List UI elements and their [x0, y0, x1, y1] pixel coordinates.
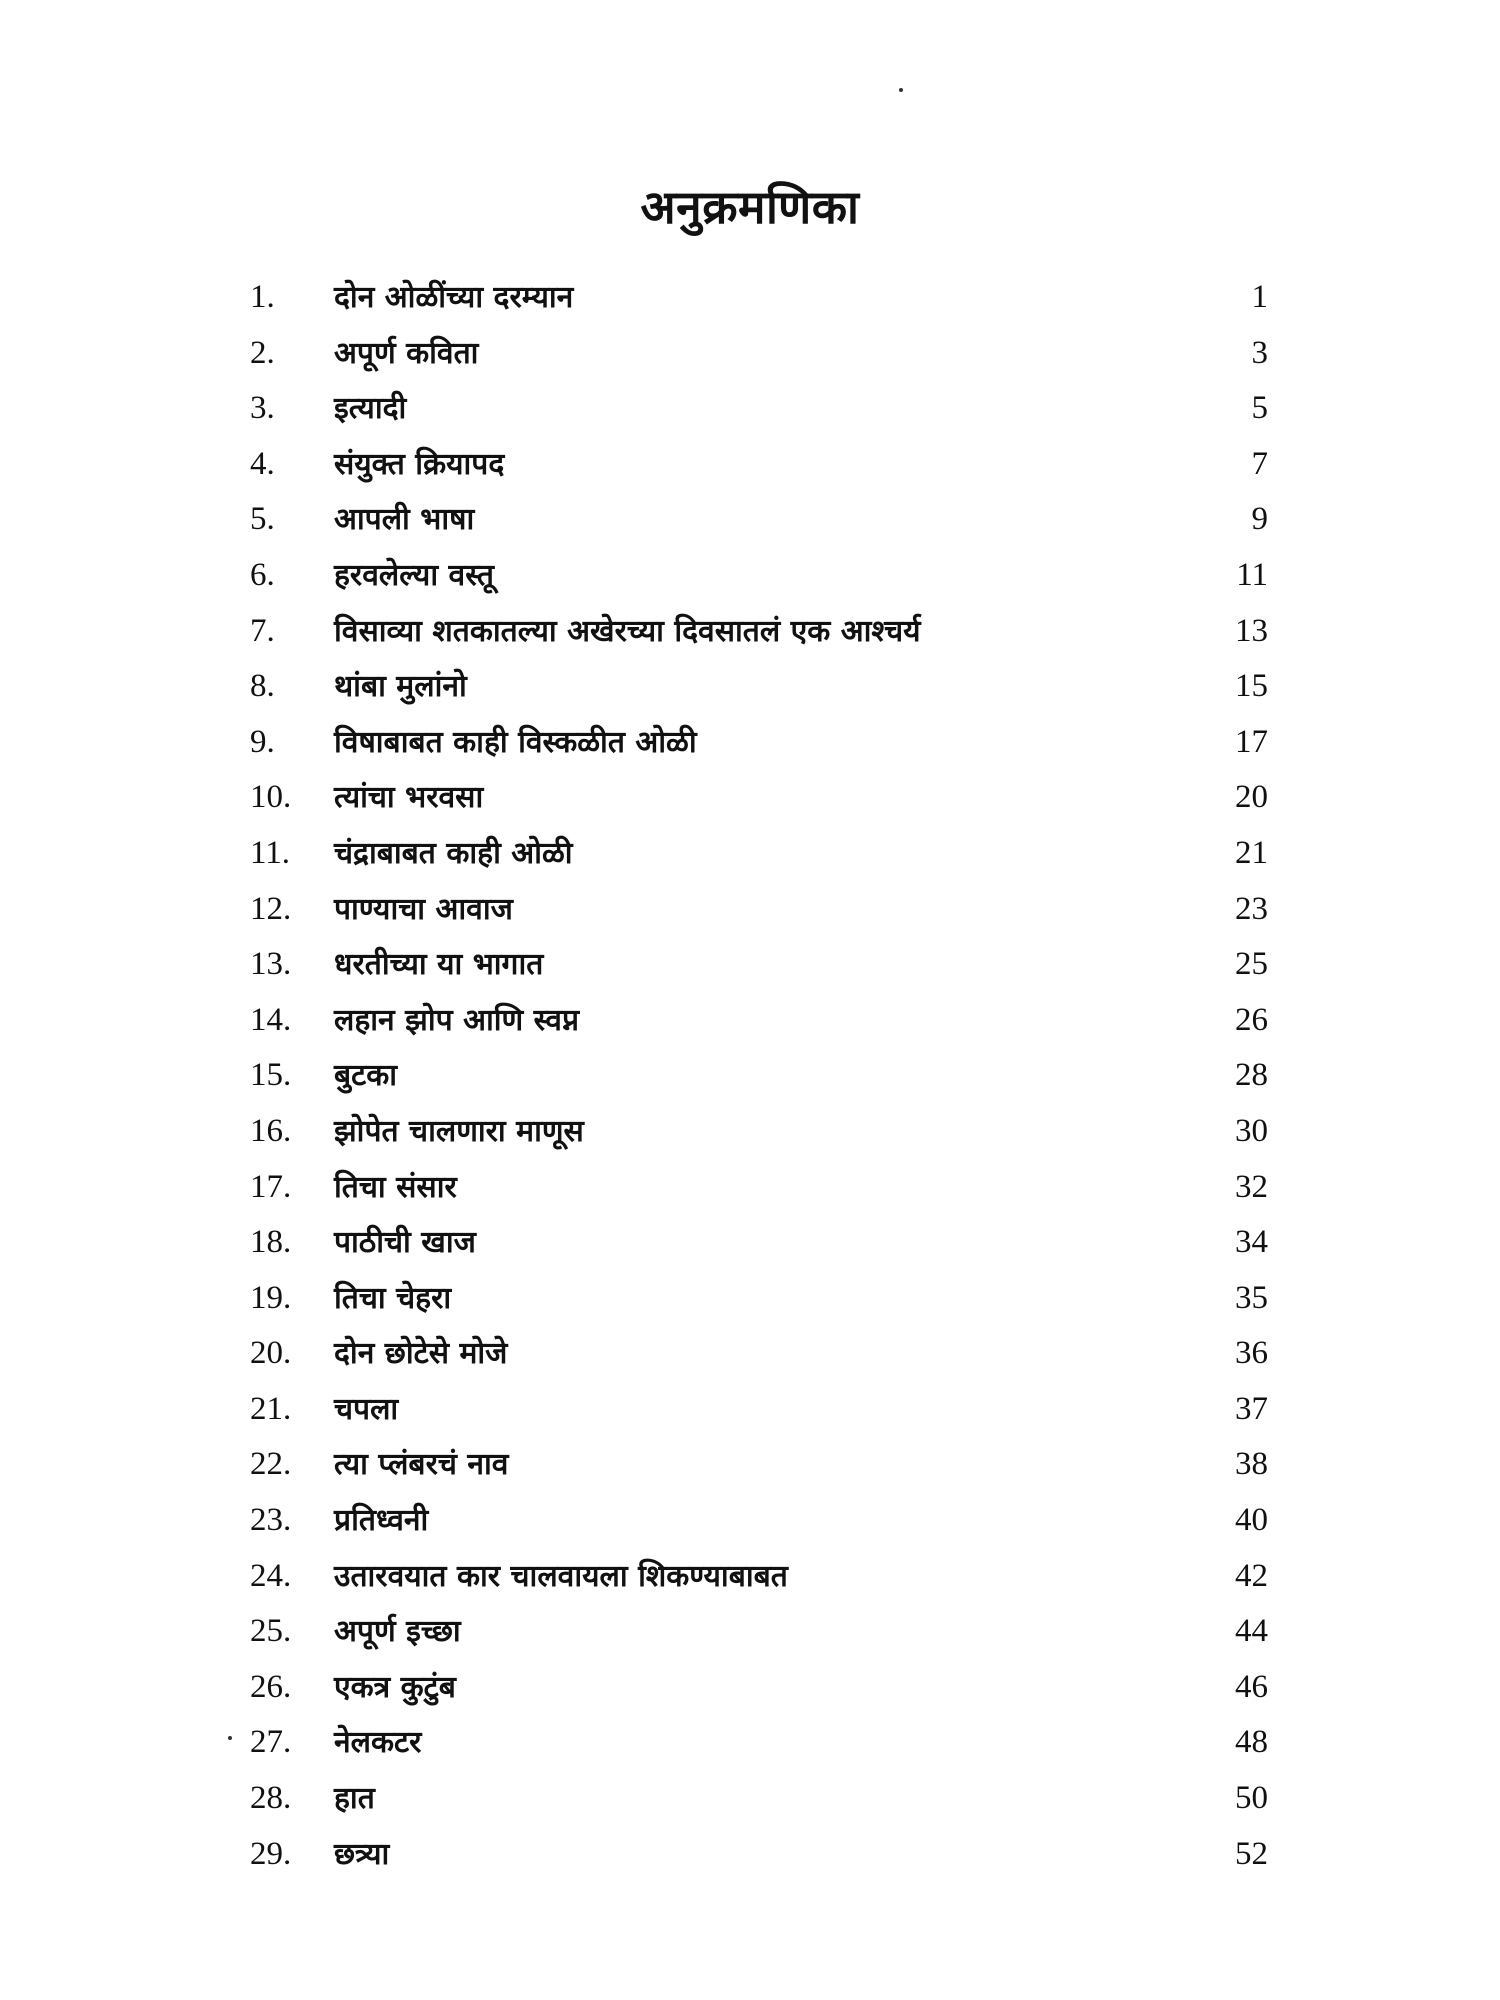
toc-entry-page: 21	[1235, 834, 1268, 871]
toc-entry-number: 13.	[250, 946, 292, 983]
toc-entry-page: 3	[1251, 334, 1268, 371]
toc-entry-title: पाठीची खाज	[334, 1225, 476, 1261]
toc-entry-title: दोन ओळींच्या दरम्यान	[334, 280, 574, 315]
toc-entry-page: 46	[1235, 1668, 1268, 1705]
toc-entry-title: धरतीच्या या भागात	[334, 947, 544, 983]
toc-entry-title: थांबा मुलांनो	[334, 669, 467, 705]
toc-entry-number: 23.	[250, 1502, 292, 1539]
toc-entry-page: 15	[1235, 668, 1268, 705]
toc-entry-page: 40	[1235, 1502, 1268, 1539]
toc-entry-title: छत्र्या	[334, 1836, 390, 1872]
toc-entry	[250, 826, 1268, 882]
toc-entry-page: 34	[1235, 1224, 1268, 1261]
toc-entry-title: अपूर्ण इच्छा	[334, 1614, 461, 1650]
toc-entry-number: 24.	[250, 1557, 292, 1594]
toc-entry-number: 18.	[250, 1224, 292, 1261]
toc-entry-number: 26.	[250, 1668, 292, 1705]
toc-entry-title: हात	[334, 1781, 375, 1817]
toc-entry-page: 50	[1235, 1780, 1268, 1817]
toc-entry-page: 7	[1251, 445, 1268, 482]
toc-entry-page: 23	[1235, 890, 1268, 927]
toc-entry	[250, 1660, 1268, 1716]
toc-entry-title: झोपेत चालणारा माणूस	[334, 1113, 584, 1149]
toc-entry	[250, 604, 1268, 660]
toc-entry-number: 19.	[250, 1279, 292, 1316]
toc-entry	[250, 882, 1268, 938]
toc-entry-number: 3.	[250, 390, 275, 427]
toc-entry-title: विसाव्या शतकातल्या अखेरच्या दिवसातलं एक आश्चर्य	[334, 613, 921, 649]
toc-entry	[250, 437, 1268, 493]
toc-entry	[250, 1160, 1268, 1216]
toc-entry-number: 16.	[250, 1112, 292, 1149]
toc-entry	[250, 715, 1268, 771]
toc-entry-title: नेलकटर	[334, 1725, 422, 1761]
toc-entry-page: 26	[1235, 1001, 1268, 1038]
toc-entry-number: 1.	[250, 279, 275, 315]
toc-entry-page: 35	[1235, 1279, 1268, 1316]
toc-entry-page: 1	[1251, 279, 1268, 315]
toc-entry-number: 4.	[250, 445, 275, 482]
toc-entry-page: 9	[1251, 501, 1268, 538]
toc-entry-number: 7.	[250, 612, 275, 649]
toc-entry	[250, 1493, 1268, 1549]
toc-entry	[250, 548, 1268, 604]
toc-entry	[250, 492, 1268, 548]
toc-entry-page: 48	[1235, 1724, 1268, 1761]
toc-entry-title: पाण्याचा आवाज	[334, 891, 513, 927]
toc-entry-number: 28.	[250, 1780, 292, 1817]
page-title: अनुक्रमणिका	[640, 179, 860, 234]
toc-entry	[250, 1604, 1268, 1660]
toc-entry	[250, 1437, 1268, 1493]
toc-entry-title: तिचा चेहरा	[334, 1280, 452, 1316]
toc-entry-page: 32	[1235, 1168, 1268, 1205]
toc-entry-number: 12.	[250, 890, 292, 927]
toc-entry-number: 25.	[250, 1613, 292, 1650]
toc-entry-title: दोन छोटेसे मोजे	[334, 1336, 508, 1372]
toc-entry-title: तिचा संसार	[334, 1169, 457, 1205]
toc-entry-title: इत्यादी	[334, 391, 407, 427]
toc-entry-page: 36	[1235, 1335, 1268, 1372]
toc-entry-page: 28	[1235, 1057, 1268, 1094]
toc-entry	[250, 1326, 1268, 1382]
toc-entry-number: 5.	[250, 501, 275, 538]
toc-entry-number: 6.	[250, 556, 275, 593]
toc-entry-number: 22.	[250, 1446, 292, 1483]
toc-entry-page: 17	[1235, 723, 1268, 760]
scan-speck	[228, 1736, 232, 1740]
toc-entry-page: 30	[1235, 1112, 1268, 1149]
toc-entry-number: 8.	[250, 668, 275, 705]
toc-entry-number: 29.	[250, 1835, 292, 1872]
toc-entry	[250, 1827, 1268, 1883]
toc-entry-number: 15.	[250, 1057, 292, 1094]
toc-entry-title: आपली भाषा	[334, 502, 475, 538]
toc-entry-page: 25	[1235, 946, 1268, 983]
toc-entry	[250, 1048, 1268, 1104]
toc-entry-number: 17.	[250, 1168, 292, 1205]
toc-entry-page: 52	[1235, 1835, 1268, 1872]
toc-entry-title: त्या प्लंबरचं नाव	[334, 1447, 509, 1483]
toc-entry-page: 42	[1235, 1557, 1268, 1594]
table-of-contents	[250, 270, 1268, 1882]
toc-entry-number: 21.	[250, 1390, 292, 1427]
toc-entry	[250, 1382, 1268, 1438]
toc-entry-number: 14.	[250, 1001, 292, 1038]
toc-entry-title: लहान झोप आणि स्वप्न	[334, 1002, 580, 1038]
toc-entry-number: 27.	[250, 1724, 292, 1761]
toc-entry-number: 10.	[250, 779, 292, 816]
toc-entry	[250, 381, 1268, 437]
toc-entry	[250, 326, 1268, 382]
toc-entry-number: 2.	[250, 334, 275, 371]
toc-entry	[250, 1104, 1268, 1160]
toc-entry-title: प्रतिध्वनी	[334, 1503, 429, 1539]
toc-entry-page: 5	[1251, 390, 1268, 427]
toc-entry-title: एकत्र कुटुंब	[334, 1669, 456, 1705]
toc-entry-page: 38	[1235, 1446, 1268, 1483]
toc-entry-title: अपूर्ण कविता	[334, 335, 479, 371]
toc-entry-title: संयुक्त क्रियापद	[334, 446, 505, 482]
toc-entry-page: 20	[1235, 779, 1268, 816]
toc-entry-title: हरवलेल्या वस्तू	[334, 557, 494, 593]
toc-entry-number: 9.	[250, 723, 275, 760]
toc-entry-number: 20.	[250, 1335, 292, 1372]
toc-entry-title: विषाबाबत काही विस्कळीत ओळी	[334, 724, 697, 760]
toc-entry	[250, 659, 1268, 715]
scan-speck	[899, 88, 903, 92]
toc-entry-title: त्यांचा भरवसा	[334, 780, 484, 816]
toc-entry	[250, 770, 1268, 826]
toc-entry	[250, 1215, 1268, 1271]
toc-entry	[250, 270, 1268, 326]
toc-entry-page: 11	[1236, 556, 1268, 593]
toc-entry	[250, 1771, 1268, 1827]
toc-entry-title: चंद्राबाबत काही ओळी	[334, 835, 573, 871]
toc-entry	[250, 937, 1268, 993]
toc-entry-page: 13	[1235, 612, 1268, 649]
toc-entry-number: 11.	[250, 834, 291, 871]
toc-entry-title: उतारवयात कार चालवायला शिकण्याबाबत	[334, 1558, 788, 1594]
toc-entry-title: बुटका	[334, 1058, 398, 1094]
toc-entry	[250, 1271, 1268, 1327]
toc-entry	[250, 993, 1268, 1049]
toc-entry	[250, 1715, 1268, 1771]
toc-entry	[250, 1549, 1268, 1605]
toc-entry-page: 44	[1235, 1613, 1268, 1650]
toc-entry-title: चपला	[334, 1391, 399, 1427]
toc-entry-page: 37	[1235, 1390, 1268, 1427]
